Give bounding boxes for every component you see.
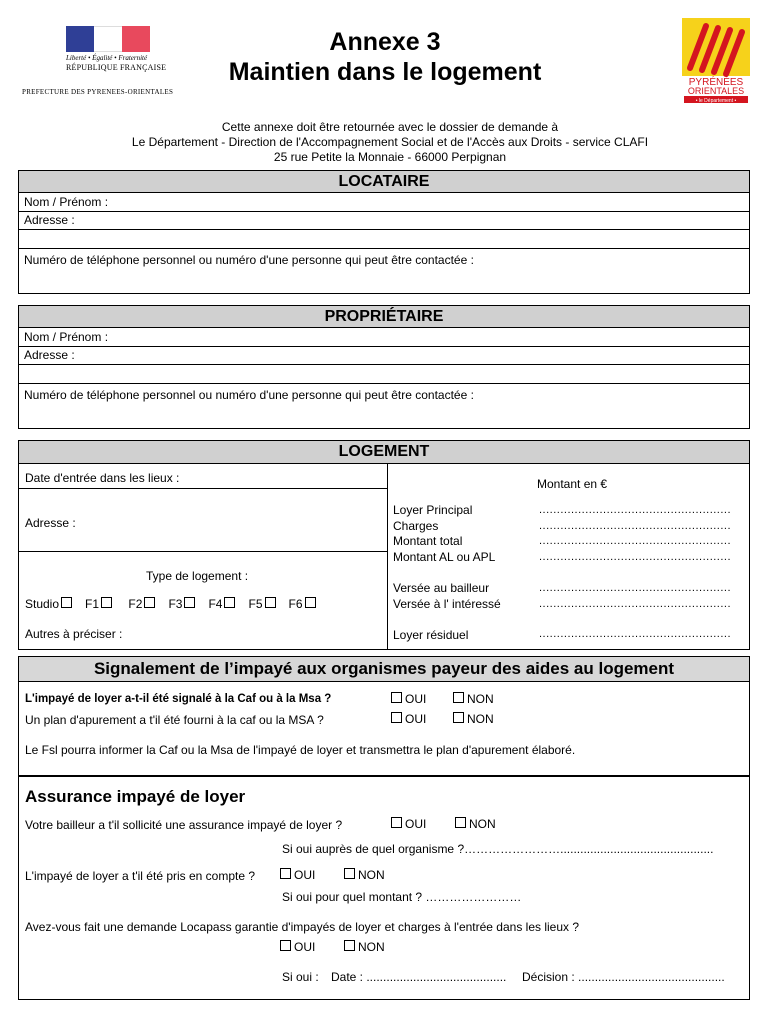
amount-header: Montant en € [537, 477, 608, 491]
assurance-q3-non-option[interactable]: NON [342, 940, 385, 954]
charges-label: Charges [393, 518, 439, 533]
locataire-name-label: Nom / Prénom : [24, 195, 109, 209]
q1-oui-option[interactable]: OUI [389, 692, 426, 706]
logo-motto: Liberté • Égalité • Fraternité [66, 54, 148, 62]
f6-checkbox[interactable] [305, 597, 316, 608]
assurance-q1: Votre bailleur a t'il sollicité une assurance impayé de loyer ? [25, 818, 343, 832]
proprietaire-address-label: Adresse : [24, 348, 75, 362]
q1-non-option[interactable]: NON [451, 692, 494, 706]
locataire-phone-field[interactable] [19, 249, 749, 293]
logement-section [18, 440, 750, 650]
assurance-q3-si-oui: Si oui : [282, 970, 319, 984]
type-studio[interactable]: Studio [25, 597, 75, 611]
type-f1[interactable]: F1 [85, 597, 115, 611]
assurance-q1-oui-checkbox[interactable] [391, 817, 402, 828]
type-f4[interactable]: F4 [208, 597, 238, 611]
locataire-address-label: Adresse : [24, 213, 75, 227]
signalement-section [18, 656, 750, 776]
assurance-q2-non-option[interactable]: NON [342, 868, 385, 882]
proprietaire-phone-label: Numéro de téléphone personnel ou numéro d'une personne qui peut être contactée : [24, 388, 474, 402]
assurance-q1-non-option[interactable]: NON [453, 817, 496, 831]
dept-logo-text3: • le Département • [695, 98, 737, 103]
type-f5[interactable]: F5 [249, 597, 279, 611]
proprietaire-address-line2[interactable] [19, 365, 749, 384]
type-f6[interactable]: F6 [289, 597, 319, 611]
proprietaire-address-field[interactable] [19, 347, 749, 365]
q2-non-checkbox[interactable] [453, 712, 464, 723]
loyer-principal-field[interactable]: ...................................................... [539, 504, 732, 516]
f1-checkbox[interactable] [101, 597, 112, 608]
signalement-note: Le Fsl pourra informer la Caf ou la Msa de l'impayé de loyer et transmettra le plan d'apurement élaboré. [25, 743, 576, 757]
amount-labels [393, 503, 495, 565]
department-logo [680, 18, 752, 103]
q2-oui-option[interactable]: OUI [389, 712, 426, 726]
logement-address-label: Adresse : [25, 516, 76, 530]
versee-labels [393, 581, 501, 612]
assurance-q1-non-checkbox[interactable] [455, 817, 466, 828]
assurance-q3-non-checkbox[interactable] [344, 940, 355, 951]
assurance-q3: Avez-vous fait une demande Locapass garantie d'impayés de loyer et charges à l'entrée dans les lieux ? [25, 920, 580, 934]
dept-logo-text2: ORIENTALES [687, 86, 745, 96]
locataire-name-field[interactable] [19, 193, 749, 212]
montant-total-label: Montant total [393, 534, 463, 548]
intro-line3: 25 rue Petite la Monnaie - 66000 Perpignan [273, 150, 507, 164]
signalement-q2: Un plan d'apurement a t'il été fourni à la caf ou la MSA ? [25, 713, 324, 727]
logement-header: LOGEMENT [19, 441, 749, 464]
studio-checkbox[interactable] [61, 597, 72, 608]
amount-fields [539, 503, 731, 565]
proprietaire-name-field[interactable] [19, 328, 749, 347]
housing-type-options [25, 597, 319, 611]
versee-bailleur-label: Versée au bailleur [393, 581, 490, 595]
assurance-q2: L'impayé de loyer a t'il été pris en compte ? [25, 869, 256, 883]
page-title-line2: Maintien dans le logement [228, 58, 542, 86]
assurance-q3-oui-option[interactable]: OUI [278, 940, 315, 954]
prefecture-label: PREFECTURE DES PYRENEES-ORIENTALES [22, 88, 174, 96]
assurance-q3-decision-field[interactable]: Décision : ............................................ [522, 970, 725, 984]
assurance-q2-non-checkbox[interactable] [344, 868, 355, 879]
assurance-q1-oui-option[interactable]: OUI [389, 817, 426, 831]
proprietaire-phone-field[interactable] [19, 384, 749, 428]
assurance-q2-oui-checkbox[interactable] [280, 868, 291, 879]
q1-non-checkbox[interactable] [453, 692, 464, 703]
f2-checkbox[interactable] [144, 597, 155, 608]
montant-al-apl-label: Montant AL ou APL [393, 549, 496, 564]
entry-date-label: Date d'entrée dans les lieux : [25, 471, 180, 485]
type-f3[interactable]: F3 [168, 597, 198, 611]
proprietaire-name-label: Nom / Prénom : [24, 330, 109, 344]
locataire-phone-label: Numéro de téléphone personnel ou numéro d'une personne qui peut être contactée : [24, 253, 474, 267]
f5-checkbox[interactable] [265, 597, 276, 608]
residual-field[interactable]: ...................................................... [539, 628, 732, 640]
residual-label: Loyer résiduel [393, 628, 469, 642]
signalement-header: Signalement de l’impayé aux organismes payeur des aides au logement [19, 657, 749, 682]
locataire-header: LOCATAIRE [19, 171, 749, 193]
proprietaire-header: PROPRIÉTAIRE [19, 306, 749, 328]
signalement-q1: L'impayé de loyer a-t-il été signalé à la Caf ou à la Msa ? [25, 693, 332, 705]
locataire-address-field[interactable] [19, 212, 749, 230]
dept-logo-text1: PYRÉNÉES [688, 77, 744, 88]
f3-checkbox[interactable] [184, 597, 195, 608]
other-type-label: Autres à préciser : [25, 627, 123, 641]
loyer-principal-label: Loyer Principal [393, 503, 473, 517]
assurance-q1-followup[interactable]: Si oui auprès de quel organisme ?…………………….............................................. [282, 842, 714, 856]
charges-field[interactable]: ...................................................... [539, 519, 732, 532]
montant-al-apl-field[interactable]: ...................................................... [539, 550, 732, 563]
assurance-section [18, 776, 750, 1000]
intro-line2: Le Département - Direction de l'Accompagnement Social et de l'Accès aux Droits - service CLAFI [131, 135, 649, 149]
locataire-address-line2[interactable] [19, 230, 749, 249]
versee-interesse-label: Versée à l' intéressé [393, 596, 501, 611]
q2-non-option[interactable]: NON [451, 712, 494, 726]
intro-text [0, 120, 770, 165]
intro-line1: Cette annexe doit être retournée avec le dossier de demande à [221, 120, 559, 134]
versee-bailleur-field[interactable]: ...................................................... [539, 582, 732, 594]
q2-oui-checkbox[interactable] [391, 712, 402, 723]
assurance-title: Assurance impayé de loyer [25, 787, 246, 806]
locataire-section [18, 170, 750, 294]
assurance-q3-date-field[interactable]: Date : .......................................... [331, 970, 507, 984]
montant-total-field[interactable]: ...................................................... [539, 535, 732, 547]
type-f2[interactable]: F2 [128, 597, 158, 611]
f4-checkbox[interactable] [224, 597, 235, 608]
proprietaire-section [18, 305, 750, 429]
assurance-q2-oui-option[interactable]: OUI [278, 868, 315, 882]
logo-republic: RÉPUBLIQUE FRANÇAISE [66, 63, 167, 72]
assurance-q2-followup[interactable]: Si oui pour quel montant ? …………………… [282, 890, 522, 904]
assurance-q3-oui-checkbox[interactable] [280, 940, 291, 951]
q1-oui-checkbox[interactable] [391, 692, 402, 703]
housing-type-label: Type de logement : [146, 569, 249, 583]
versee-fields [539, 581, 731, 612]
versee-interesse-field[interactable]: ...................................................... [539, 597, 732, 610]
page-title-line1: Annexe 3 [329, 28, 441, 56]
